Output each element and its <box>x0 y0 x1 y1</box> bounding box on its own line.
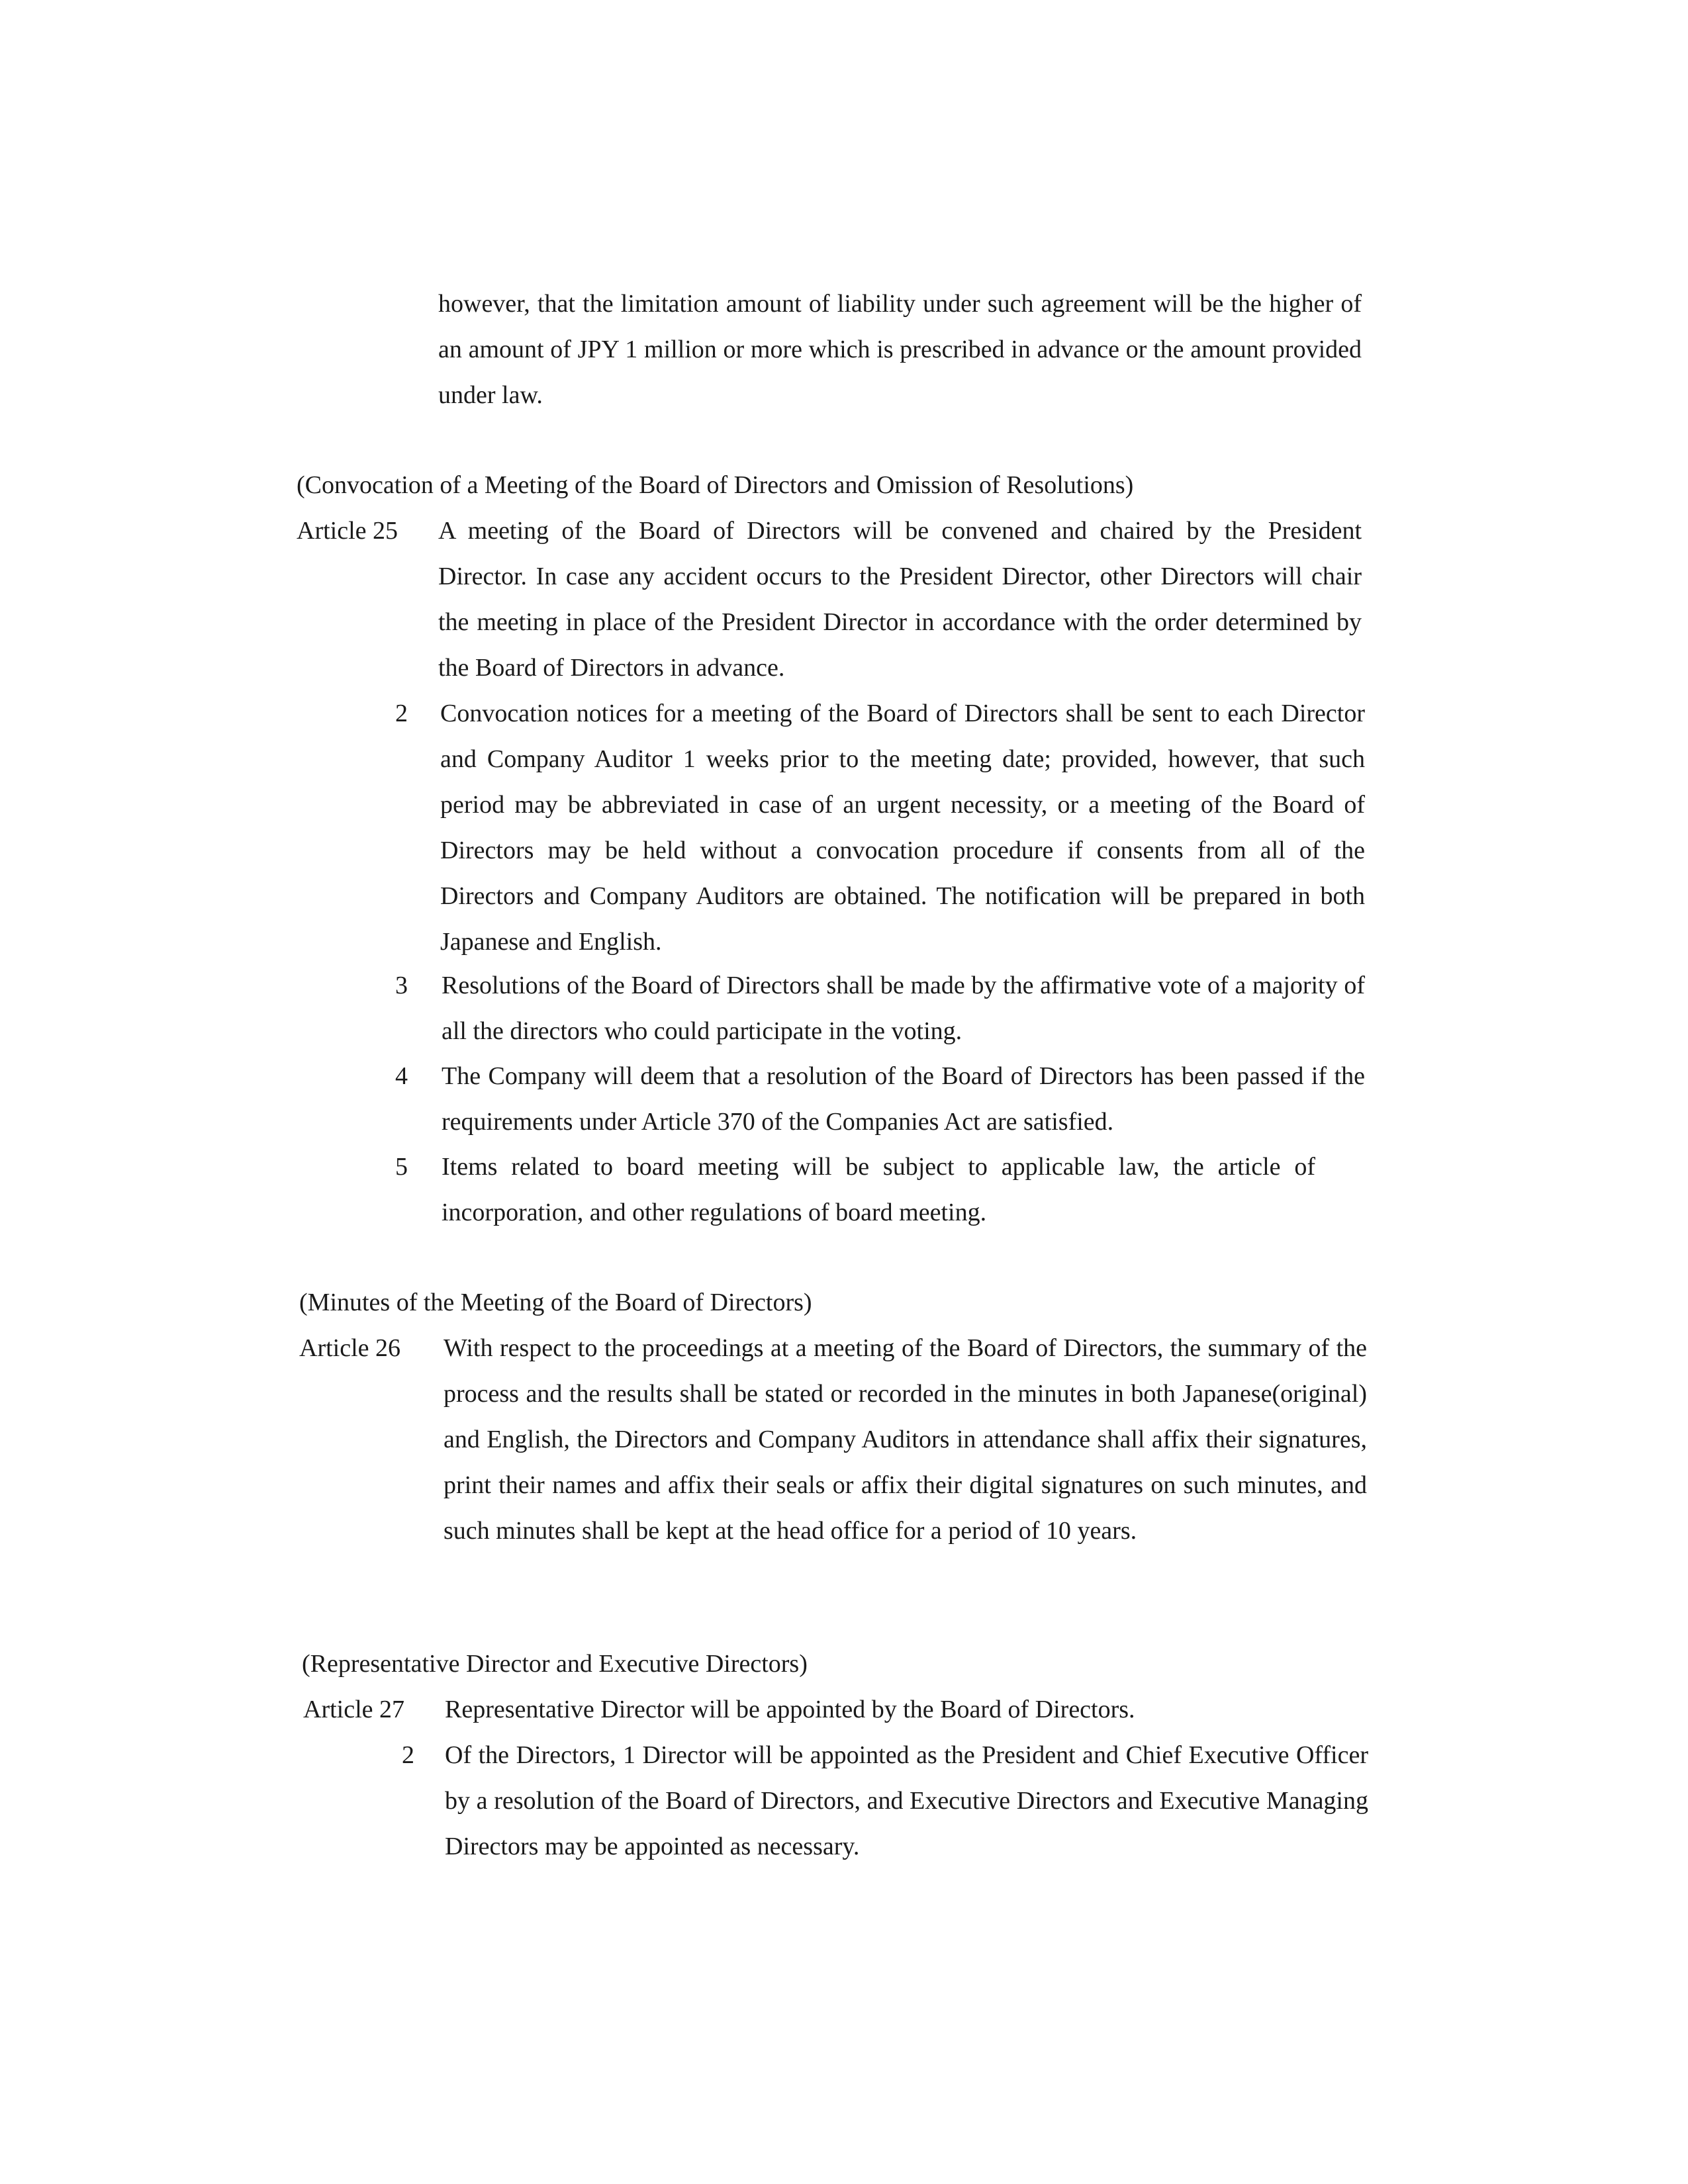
section-heading-article-25: (Convocation of a Meeting of the Board of Directors and Omission of Resolutions) <box>297 471 1134 499</box>
article-25-paragraph-2: Convocation notices for a meeting of the Board of Directors shall be sent to each Director and Company Auditor 1 weeks prior to the meeting date; provided, however, that such period may be abbreviated in case of an urgent necessity, or a meeting of the Board of Directors may be held without a convocation procedure if consents from all of the Directors and Company Auditors are obtained. The notification will be prepared in both Japanese and English. <box>440 700 1365 956</box>
article-27-paragraph-number-2: 2 <box>402 1741 414 1769</box>
article-25-paragraph-3: Resolutions of the Board of Directors shall be made by the affirmative vote of a majority of all the directors who could participate in the voting. <box>442 972 1365 1045</box>
article-26-label: Article 26 <box>299 1334 401 1362</box>
article-25-label: Article 25 <box>297 517 399 545</box>
article-25-paragraph-number-2: 2 <box>395 700 408 727</box>
article-27-label: Article 27 <box>303 1696 405 1723</box>
article-25-paragraph-number-5: 5 <box>395 1153 408 1181</box>
section-heading-article-27: (Representative Director and Executive Directors) <box>302 1650 808 1678</box>
article-27-paragraph-2: Of the Directors, 1 Director will be appointed as the President and Chief Executive Officer by a resolution of the Board of Directors, and Executive Directors and Executive Managing Directors may be appointed as necessary. <box>445 1741 1368 1860</box>
article-27-paragraph-1: Representative Director will be appointed by the Board of Directors. <box>445 1696 1135 1723</box>
article-25-paragraph-4: The Company will deem that a resolution of the Board of Directors has been passed if the requirements under Article 370 of the Companies Act are satisfied. <box>442 1062 1365 1136</box>
article-25-paragraph-1: A meeting of the Board of Directors will be convened and chaired by the President Director. In case any accident occurs to the President Director, other Directors will chair the meeting in place of the President Director in accordance with the order determined by the Board of Directors in advance. <box>438 517 1362 682</box>
article-25-paragraph-number-4: 4 <box>395 1062 408 1090</box>
continuation-paragraph: however, that the limitation amount of liability under such agreement will be the higher of an amount of JPY 1 million or more which is prescribed in advance or the amount provided under law. <box>438 290 1362 409</box>
section-heading-article-26: (Minutes of the Meeting of the Board of Directors) <box>299 1289 812 1316</box>
article-25-paragraph-5: Items related to board meeting will be subject to applicable law, the article of incorporation, and other regulations of board meeting. <box>442 1153 1315 1226</box>
article-26-paragraph-1: With respect to the proceedings at a meeting of the Board of Directors, the summary of the process and the results shall be stated or recorded in the minutes in both Japanese(original) and English, the Directors and Company Auditors in attendance shall affix their signatures, print their names and affix their seals or affix their digital signatures on such minutes, and such minutes shall be kept at the head office for a period of 10 years. <box>444 1334 1367 1545</box>
article-25-paragraph-number-3: 3 <box>395 972 408 999</box>
